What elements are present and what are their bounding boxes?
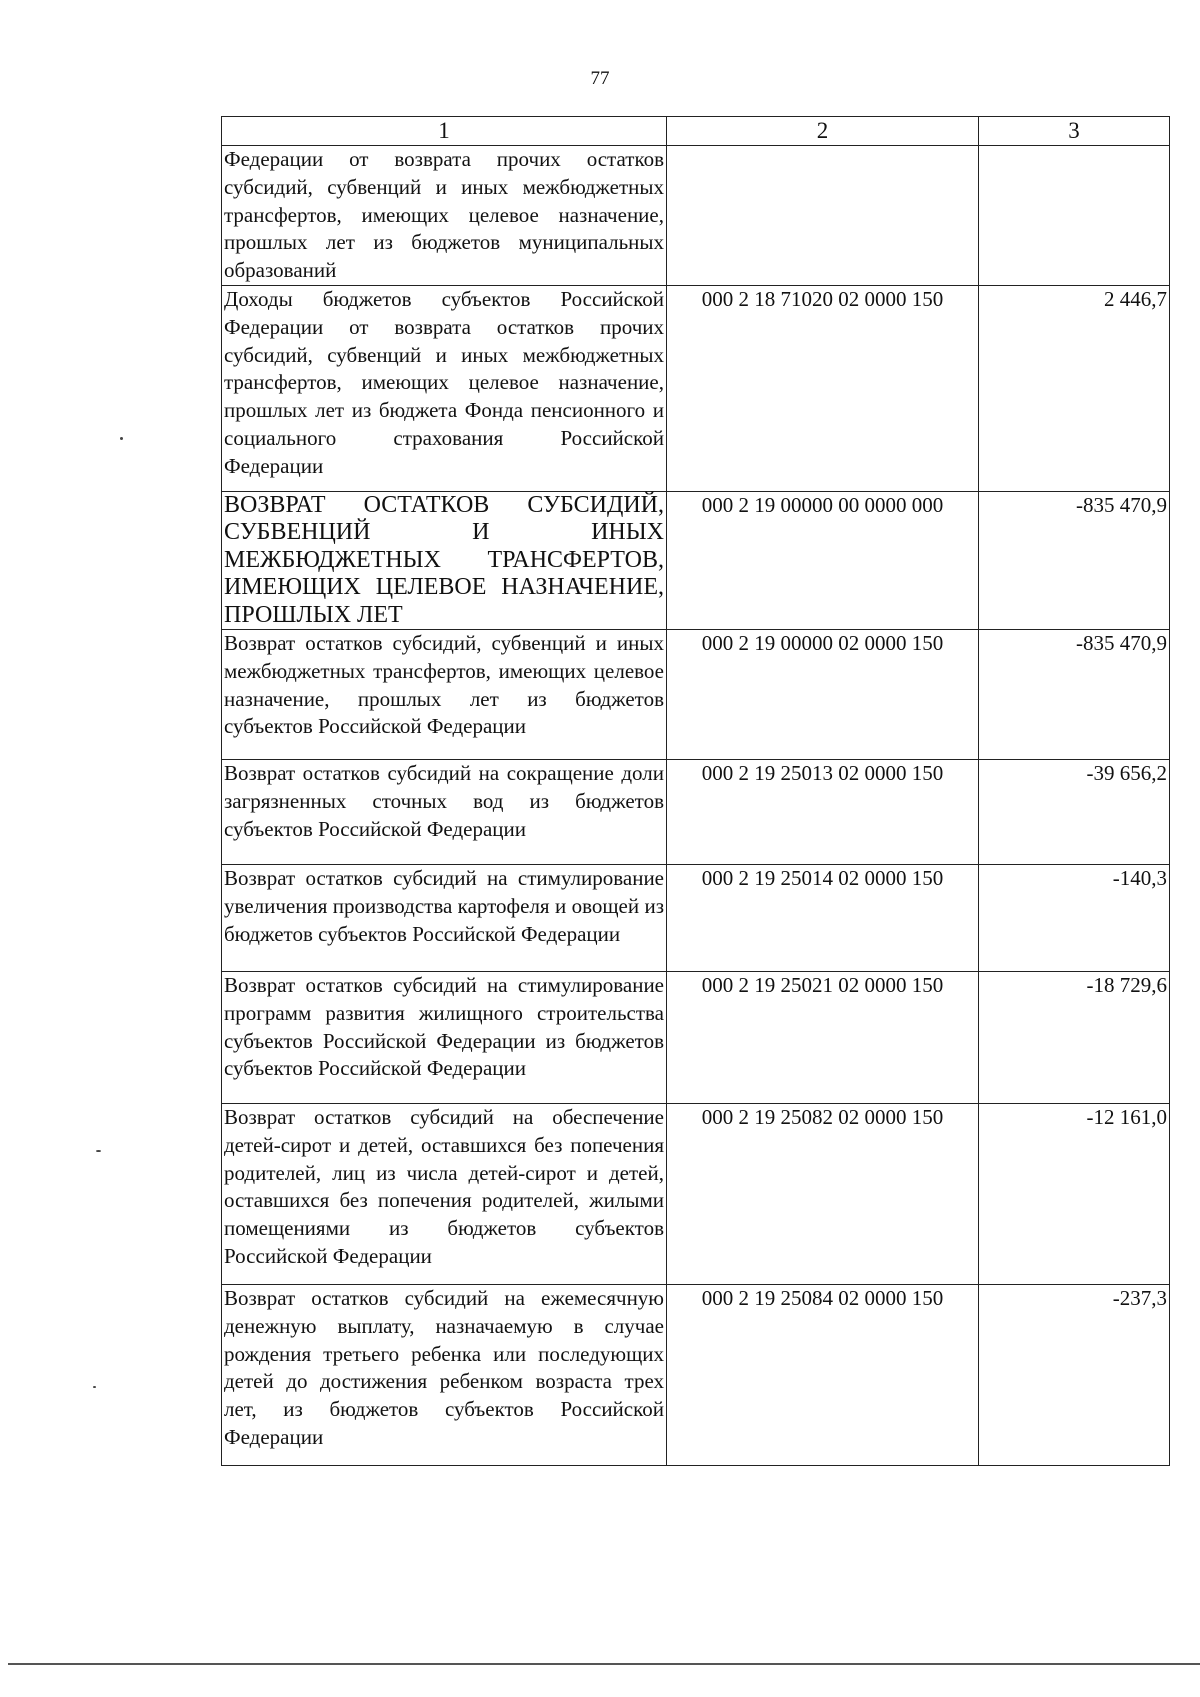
table-row (222, 285, 1170, 491)
column-header-2: 2 (667, 117, 979, 146)
row-amount: -18 729,6 (979, 972, 1170, 1104)
row-code: 000 2 18 71020 02 0000 150 (667, 285, 979, 491)
row-amount: -835 470,9 (979, 630, 1170, 760)
table-row (222, 146, 1170, 286)
row-amount: -140,3 (979, 865, 1170, 972)
row-description: Возврат остатков субсидий на ежемесячную денежную выплату, назначаемую в случае рождения третьего ребенка или последующих детей до достижения ребенком возраста трех лет, из бюджетов субъектов Российской Федерации (222, 1285, 667, 1466)
row-code: 000 2 19 25013 02 0000 150 (667, 760, 979, 865)
table-row (222, 865, 1170, 972)
row-code: 000 2 19 25021 02 0000 150 (667, 972, 979, 1104)
scan-bottom-rule (8, 1663, 1200, 1665)
row-description: Возврат остатков субсидий на сокращение доли загрязненных сточных вод из бюджетов субъектов Российской Федерации (222, 760, 667, 865)
row-amount: -39 656,2 (979, 760, 1170, 865)
table-row (222, 972, 1170, 1104)
budget-revenue-table (221, 116, 1170, 1466)
column-header-1: 1 (222, 117, 667, 146)
row-code: 000 2 19 25014 02 0000 150 (667, 865, 979, 972)
table-header-row (222, 117, 1170, 146)
scan-speck (96, 1150, 101, 1152)
scan-speck (93, 1386, 96, 1388)
row-code: 000 2 19 00000 00 0000 000 (667, 491, 979, 629)
row-code (667, 146, 979, 286)
row-description: Возврат остатков субсидий на обеспечение детей-сирот и детей, оставшихся без попечения родителей, лиц из числа детей-сирот и детей, оставшихся без попечения родителей, жилыми помещениями из бюджетов субъектов Российской Федерации (222, 1104, 667, 1285)
row-description: Возврат остатков субсидий на стимулирование увеличения производства картофеля и овощей из бюджетов субъектов Российской Федерации (222, 865, 667, 972)
row-code: 000 2 19 25082 02 0000 150 (667, 1104, 979, 1285)
table-row (222, 630, 1170, 760)
table-row (222, 760, 1170, 865)
row-code: 000 2 19 00000 02 0000 150 (667, 630, 979, 760)
row-description: Федерации от возврата прочих остатков субсидий, субвенций и иных межбюджетных трансфертов, имеющих целевое назначение, прошлых лет из бюджетов муниципальных образований (222, 146, 667, 286)
row-amount: -237,3 (979, 1285, 1170, 1466)
column-header-3: 3 (979, 117, 1170, 146)
row-amount: 2 446,7 (979, 285, 1170, 491)
page-number: 77 (590, 68, 610, 89)
row-amount: -12 161,0 (979, 1104, 1170, 1285)
scan-speck (120, 437, 123, 440)
row-description: ВОЗВРАТ ОСТАТКОВ СУБСИДИЙ, СУБВЕНЦИЙ И ИНЫХ МЕЖБЮДЖЕТНЫХ ТРАНСФЕРТОВ, ИМЕЮЩИХ ЦЕЛЕВОЕ НАЗНАЧЕНИЕ, ПРОШЛЫХ ЛЕТ (222, 491, 667, 629)
row-description: Возврат остатков субсидий на стимулирование программ развития жилищного строительства субъектов Российской Федерации из бюджетов субъектов Российской Федерации (222, 972, 667, 1104)
table-row (222, 1104, 1170, 1285)
table-row (222, 1285, 1170, 1466)
row-amount (979, 146, 1170, 286)
row-description: Возврат остатков субсидий, субвенций и иных межбюджетных трансфертов, имеющих целевое назначение, прошлых лет из бюджетов субъектов Российской Федерации (222, 630, 667, 760)
row-description: Доходы бюджетов субъектов Российской Федерации от возврата остатков прочих субсидий, субвенций и иных межбюджетных трансфертов, имеющих целевое назначение, прошлых лет из бюджета Фонда пенсионного и социального страхования Российской Федерации (222, 285, 667, 491)
table-row (222, 491, 1170, 629)
row-code: 000 2 19 25084 02 0000 150 (667, 1285, 979, 1466)
row-amount: -835 470,9 (979, 491, 1170, 629)
